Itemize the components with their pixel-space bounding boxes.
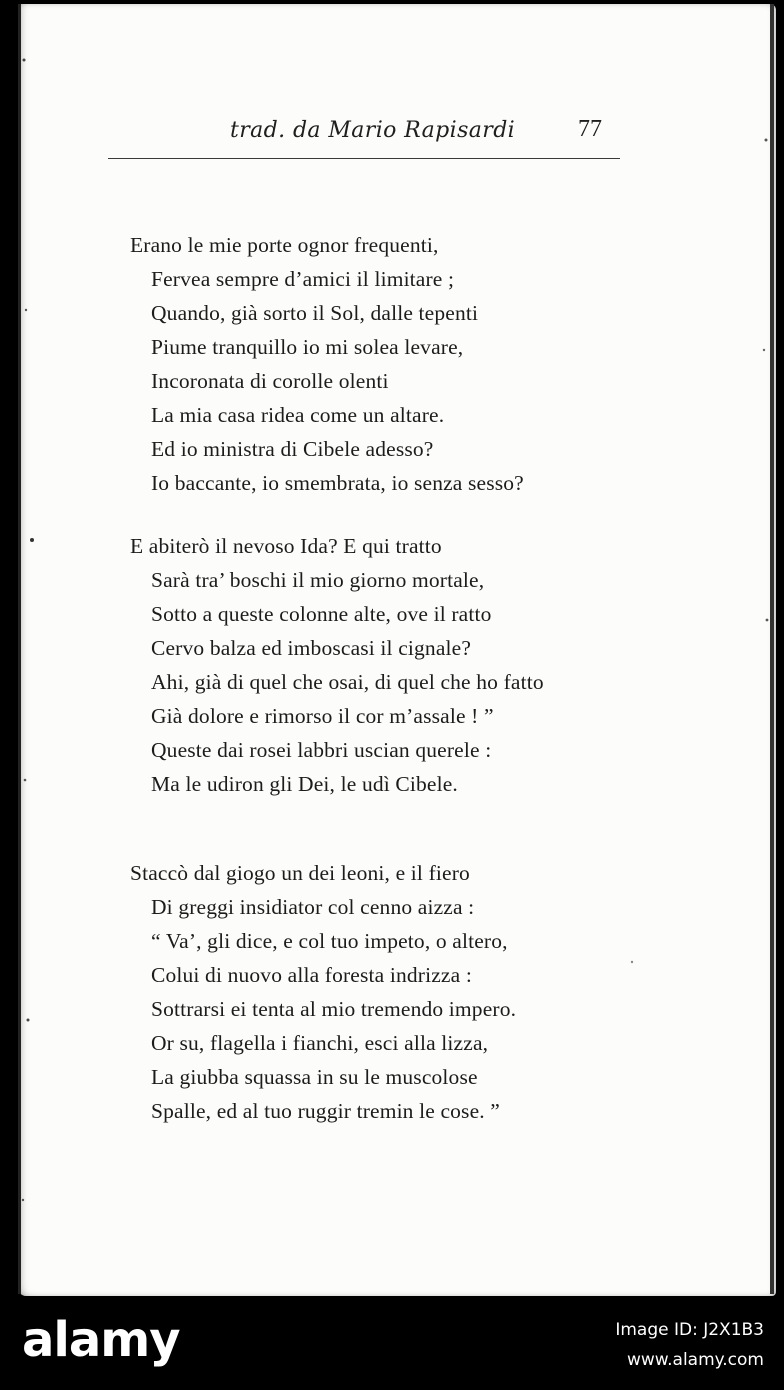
verse-line: Di greggi insidiator col cenno aizza : bbox=[151, 895, 475, 919]
verse-line: Incoronata di corolle olenti bbox=[151, 369, 389, 393]
verse-line: Già dolore e rimorso il cor m’assale ! ” bbox=[151, 704, 494, 728]
verse-line: La giubba squassa in su le muscolose bbox=[151, 1065, 478, 1089]
verse-line: Sarà tra’ boschi il mio giorno mortale, bbox=[151, 568, 485, 592]
watermark-brand: alamy bbox=[22, 1312, 180, 1368]
verse-line: Quando, già sorto il Sol, dalle tepenti bbox=[151, 301, 479, 325]
book-page bbox=[18, 4, 776, 1296]
stanza-1 bbox=[130, 228, 650, 500]
page-number: 77 bbox=[578, 116, 602, 142]
running-header bbox=[108, 116, 620, 162]
verse-line: Ma le udiron gli Dei, le udì Cibele. bbox=[151, 772, 458, 796]
verse-line: Cervo balza ed imboscasi il cignale? bbox=[151, 636, 472, 660]
verse-line: Fervea sempre d’amici il limitare ; bbox=[151, 267, 455, 291]
verse-line: Piume tranquillo io mi solea levare, bbox=[151, 335, 464, 359]
running-title: trad. da Mario Rapisardi bbox=[230, 118, 516, 143]
verse-line: Erano le mie porte ognor frequenti, bbox=[130, 233, 439, 257]
verse-line: Spalle, ed al tuo ruggir tremin le cose. ” bbox=[151, 1099, 500, 1123]
stanza-3 bbox=[130, 856, 650, 1128]
verse-line: Ed io ministra di Cibele adesso? bbox=[151, 437, 434, 461]
watermark-site: www.alamy.com bbox=[626, 1350, 764, 1370]
header-rule bbox=[108, 158, 620, 159]
verse-line: E abiterò il nevoso Ida? E qui tratto bbox=[130, 534, 442, 558]
verse-line: Staccò dal giogo un dei leoni, e il fiero bbox=[130, 861, 470, 885]
watermark-footer bbox=[0, 1300, 784, 1390]
verse-line: Sottrarsi ei tenta al mio tremendo impero. bbox=[151, 997, 517, 1021]
stanza-2 bbox=[130, 529, 650, 801]
verse-line: Sotto a queste colonne alte, ove il ratto bbox=[151, 602, 492, 626]
verse-line: Io baccante, io smembrata, io senza sesso? bbox=[151, 471, 524, 495]
verse-line: La mia casa ridea come un altare. bbox=[151, 403, 445, 427]
verse-line: Colui di nuovo alla foresta indrizza : bbox=[151, 963, 472, 987]
verse-line: “ Va’, gli dice, e col tuo impeto, o altero, bbox=[151, 929, 508, 953]
verse-line: Ahi, già di quel che osai, di quel che ho fatto bbox=[151, 670, 544, 694]
watermark-image-id: Image ID: J2X1B3 bbox=[615, 1320, 764, 1340]
verse-line: Queste dai rosei labbri uscian querele : bbox=[151, 738, 492, 762]
verse-line: Or su, flagella i fianchi, esci alla lizza, bbox=[151, 1031, 489, 1055]
